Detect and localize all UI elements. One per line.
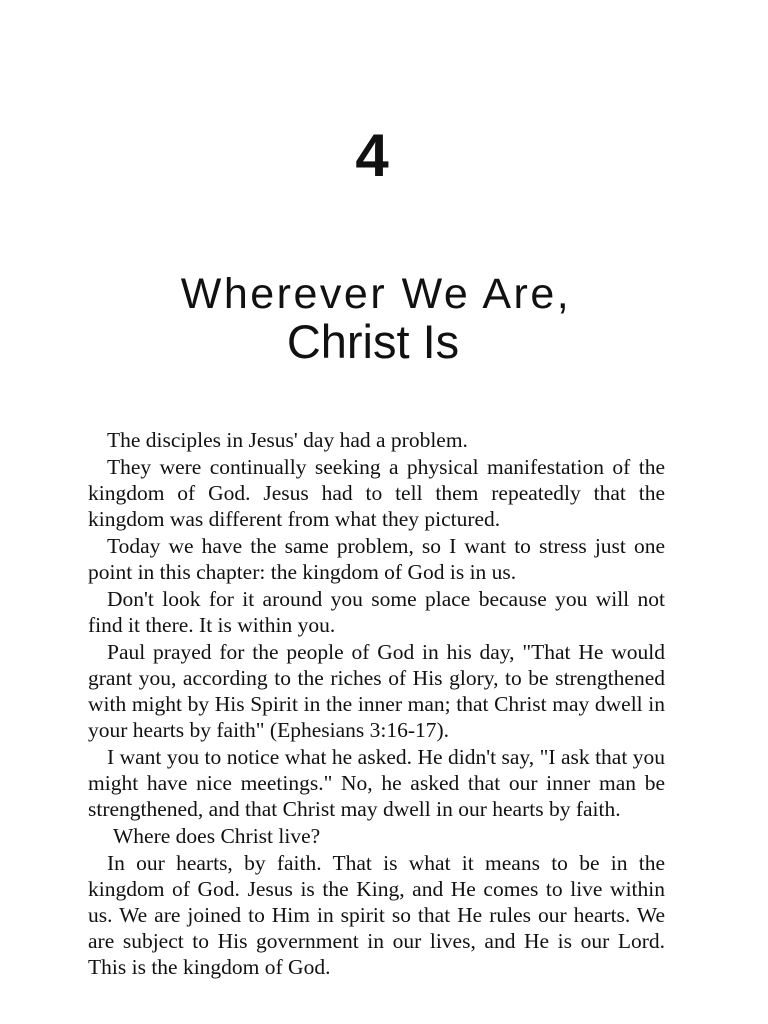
- paragraph: Don't look for it around you some place because you will not find it there. It is within you.: [88, 587, 665, 637]
- paragraph: Today we have the same problem, so I want to stress just one point in this chapter: the kingdom of God is in us.: [88, 534, 665, 584]
- paragraph: The disciples in Jesus' day had a problem.: [107, 428, 468, 452]
- paragraph: Paul prayed for the people of God in his day, "That He would grant you, according to the riches of His glory, to be strengthened with might by His Spirit in the inner man; that Christ may dwell in your hearts by faith" (Ephesians 3:16-17).: [88, 640, 665, 742]
- chapter-title-line-1: Wherever We Are,: [180, 270, 572, 318]
- paragraph: I want you to notice what he asked. He didn't say, "I ask that you might have nice meetings." No, he asked that our inner man be strengthened, and that Christ may dwell in our hearts by faith.: [88, 745, 665, 821]
- paragraph: In our hearts, by faith. That is what it means to be in the kingdom of God. Jesus is the King, and He comes to live within us. We are joined to Him in spirit so that He rules our hearts. We are subject to His government in our lives, and He is our Lord. This is the kingdom of God.: [88, 851, 665, 979]
- paragraph: They were continually seeking a physical manifestation of the kingdom of God. Jesus had to tell them repeatedly that the kingdom was different from what they pictured.: [88, 455, 665, 531]
- paragraph: Where does Christ live?: [113, 824, 321, 848]
- chapter-title-line-2: Christ Is: [286, 315, 460, 368]
- chapter-number: 4: [355, 122, 389, 189]
- chapter-body: [88, 427, 665, 981]
